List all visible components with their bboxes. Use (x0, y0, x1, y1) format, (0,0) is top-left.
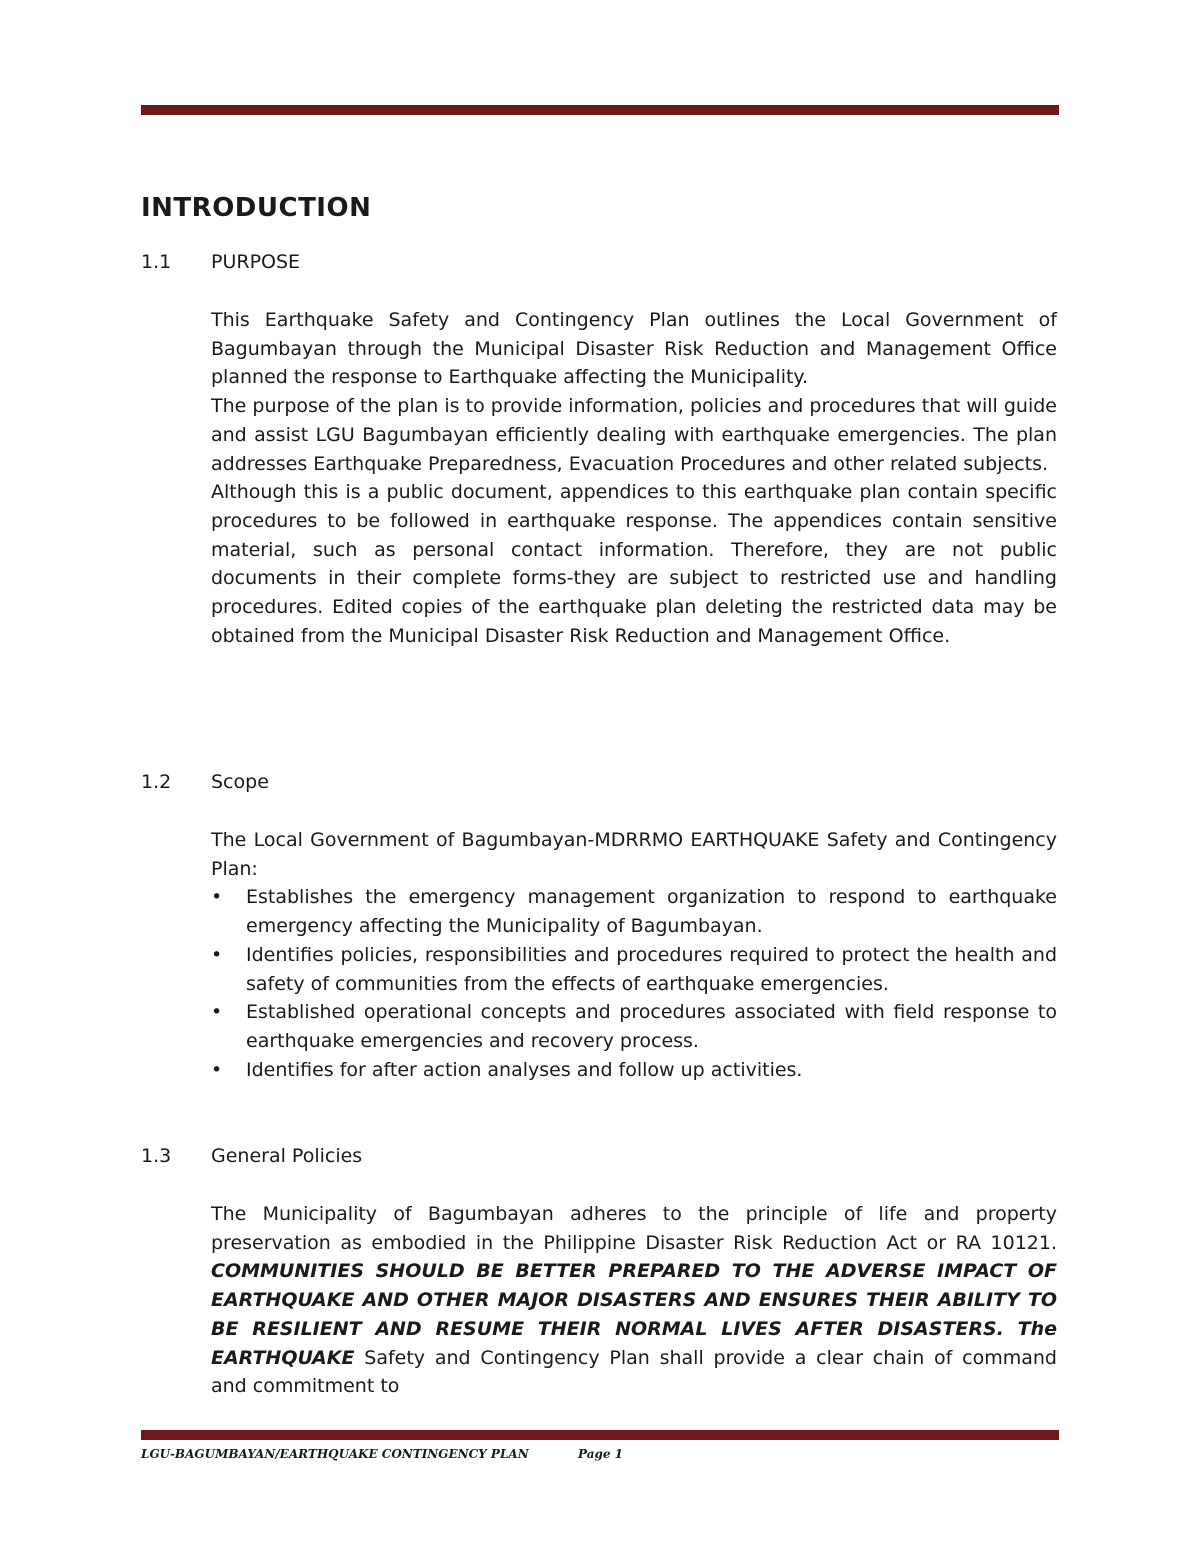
section-number: 1.2 (141, 771, 172, 793)
bullet-icon: • (211, 943, 223, 966)
page-heading: INTRODUCTION (141, 193, 372, 223)
paragraph-text: The Municipality of Bagumbayan adheres to the principle of life and property preservation as embodied in the Philippine Disaster Risk Reduction Act or RA 10121. (211, 1203, 1057, 1254)
section-1-3-body (211, 1200, 1057, 1401)
paragraph: Although this is a public document, appendices to this earthquake plan contain specific procedures to be followed in earthquake response. The appendices contain sensitive material, such as personal contact information. Therefore, they are not public documents in their complete forms-they are subject to restricted use and handling procedures. Edited copies of the earthquake plan deleting the restricted data may be obtained from the Municipal Disaster Risk Reduction and Management Office. (211, 481, 1057, 647)
paragraph (211, 1200, 1057, 1401)
paragraph: This Earthquake Safety and Contingency Plan outlines the Local Government of Bagumbayan through the Municipal Disaster Risk Reduction and Management Office planned the response to Earthquake affecting the Municipality. (211, 309, 1057, 389)
section-title: General Policies (211, 1145, 363, 1167)
bullet-icon: • (211, 886, 223, 909)
bullet-icon: • (211, 1001, 223, 1024)
section-1-1-body (211, 306, 1057, 650)
list-item-text: Established operational concepts and procedures associated with field response to earthquake emergencies and recovery process. (246, 1001, 1057, 1052)
scope-list (211, 883, 1057, 1084)
paragraph: The Local Government of Bagumbayan-MDRRMO EARTHQUAKE Safety and Contingency Plan: (211, 829, 1057, 880)
paragraph-text: Safety and Contingency Plan shall provide a clear chain of command and commitment to (211, 1346, 1057, 1398)
header-rule (141, 105, 1059, 115)
section-number: 1.3 (141, 1145, 172, 1167)
bullet-icon: • (211, 1058, 223, 1081)
section-1-1-header (141, 248, 300, 277)
section-1-3-header (141, 1142, 362, 1171)
list-item (211, 998, 1057, 1055)
section-title: PURPOSE (211, 251, 301, 273)
footer-title: LGU-BAGUMBAYAN/EARTHQUAKE CONTINGENCY PLAN (141, 1447, 529, 1461)
section-number: 1.1 (141, 251, 172, 273)
list-item-text: Identifies policies, responsibilities and procedures required to protect the health and safety of communities from the effects of earthquake emergencies. (246, 943, 1057, 995)
section-title: Scope (211, 771, 269, 793)
list-item (211, 883, 1057, 940)
page-number: Page 1 (578, 1447, 624, 1461)
footer-rule (141, 1430, 1059, 1440)
section-1-2-body (211, 826, 1057, 1084)
list-item (211, 1056, 1057, 1085)
list-item (211, 941, 1057, 998)
list-item-text: Identifies for after action analyses and follow up activities. (246, 1058, 803, 1081)
paragraph: The purpose of the plan is to provide information, policies and procedures that will guide and assist LGU Bagumbayan efficiently dealing with earthquake emergencies. The plan addresses Earthquake Preparedness, Evacuation Procedures and other related subjects. (211, 395, 1057, 475)
section-1-2-header (141, 768, 269, 797)
list-item-text: Establishes the emergency management organization to respond to earthquake emergency affecting the Municipality of Bagumbayan. (246, 886, 1057, 938)
emphasis-text: COMMUNITIES SHOULD BE BETTER PREPARED TO THE ADVERSE IMPACT OF EARTHQUAKE AND OTHER MAJOR DISASTERS AND ENSURES THEIR ABILITY TO BE RESILIENT AND RESUME THEIR NORMAL LIVES AFTER DISASTERS. The EARTHQUAKE (211, 1260, 1057, 1369)
